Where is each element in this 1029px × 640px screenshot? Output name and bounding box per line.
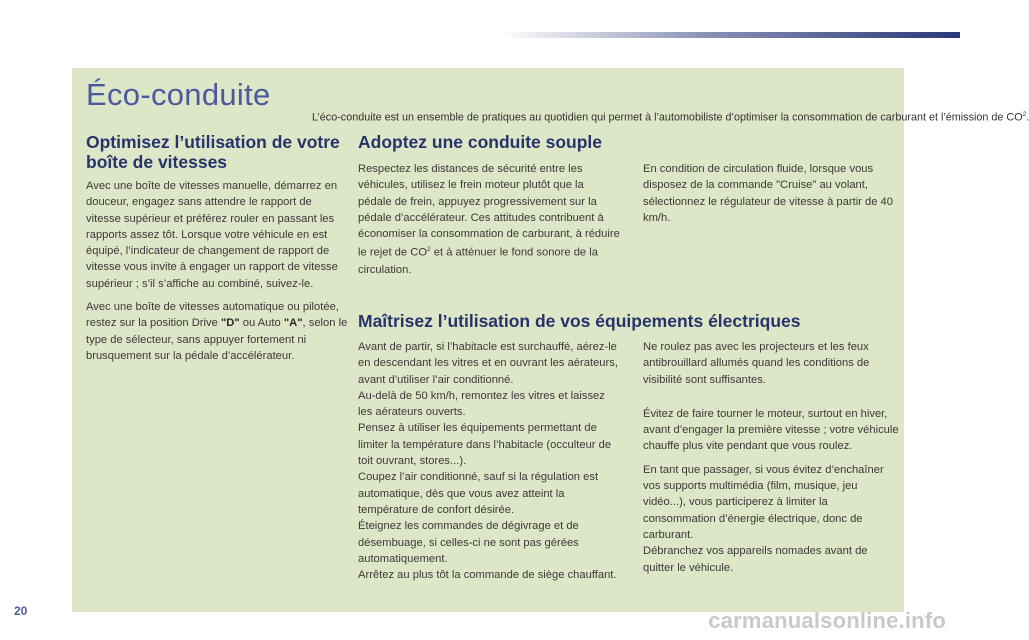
electrical-heading: Maîtrisez l’utilisation de vos équipements électriques [358,311,801,331]
smooth-driving-heading: Adoptez une conduite souple [358,132,603,152]
watermark: carmanualsonline.info [708,608,946,633]
engine-warmup-paragraph: Évitez de faire tourner le moteur, surtout en hiver, avant d’engager la première vitesse ; votre véhicule chauffe plus vite pendant que vous roulez. [643,407,899,453]
page-number: 20 [14,604,28,618]
electrical-left [358,339,620,583]
gearbox-paragraph-automatic: Avec une boîte de vitesses automatique ou pilotée, restez sur la position Drive "D" ou Auto "A", selon le type de sélecteur, sans appuyer fortement ni brusquement sur la pédale d’accélérateur. [86,301,348,362]
intro-text: L’éco-conduite est un ensemble de pratiques au quotidien qui permet à l’automobiliste d’optimiser la consommation de carburant et l’émission de $CO^2$. [312,111,1029,124]
page-title: Éco-conduite [86,77,271,112]
gearbox-heading: Optimisez l’utilisation de votre boîte de vitesses [86,132,340,172]
header-decor-bar [500,32,960,38]
cruise-paragraph: En condition de circulation fluide, lorsque vous disposez de la commande "Cruise" au volant, sélectionnez le régulateur de vitesse à partir de 40 km/h. [643,163,894,224]
electrical-line: Pensez à utiliser les équipements permettant de limiter la température dans l’habitacle (occulteur de toit ouvrant, stores...). [358,422,612,468]
gearbox-paragraph-manual: Avec une boîte de vitesses manuelle, démarrez en douceur, engagez sans attendre le rapport de vitesse supérieur et préférez rouler en passant les rapports assez tôt. Lorsque votre véhicule en est équipé, l’indicateur de changement de rapport de vitesse vous invite à engager un rapport de vitesse supérieur ; s’il s’affiche au combiné, suivez-le. [86,180,338,290]
electrical-line: Éteignez les commandes de dégivrage et de désembuage, si celles-ci ne sont pas gérées automatiquement. [358,520,579,565]
passenger-paragraph: En tant que passager, si vous évitez d’enchaîner vos supports multimédia (film, musique, jeu vidéo...), vous participerez à limiter la consommation d’énergie électrique, donc de carburant. Débranchez vos appareils nomades avant de quitter le véhicule. [643,463,884,574]
electrical-line: Au-delà de 50 km/h, remontez les vitres et laissez les aérateurs ouverts. [358,389,605,419]
headlights-paragraph: Ne roulez pas avec les projecteurs et les feux antibrouillard allumés quand les conditions de visibilité sont suffisantes. [643,341,870,386]
electrical-line: Avant de partir, si l’habitacle est surchauffé, aérez-le en descendant les vitres et en ouvrant les aérateurs, avant d’utiliser l’air conditionné. [358,341,618,386]
electrical-line: Arrêtez au plus tôt la commande de siège chauffant. [358,569,617,582]
smooth-driving-right [643,161,901,233]
gearbox-section [86,178,348,371]
electrical-right [643,339,901,583]
electrical-line: Coupez l’air conditionné, sauf si la régulation est automatique, dès que vous avez atteint la température de confort désirée. [358,471,599,516]
smooth-driving-left [358,161,620,285]
smooth-driving-paragraph: Respectez les distances de sécurité entre les véhicules, utilisez le frein moteur plutôt que la pédale de frein, appuyez progressivement sur la pédale d’accélérateur. Ces attitudes contribuent à économiser la consommation de carburant, à réduire le rejet de $CO^2$ et à atténuer le fond sonore de la circulation. [358,163,620,276]
